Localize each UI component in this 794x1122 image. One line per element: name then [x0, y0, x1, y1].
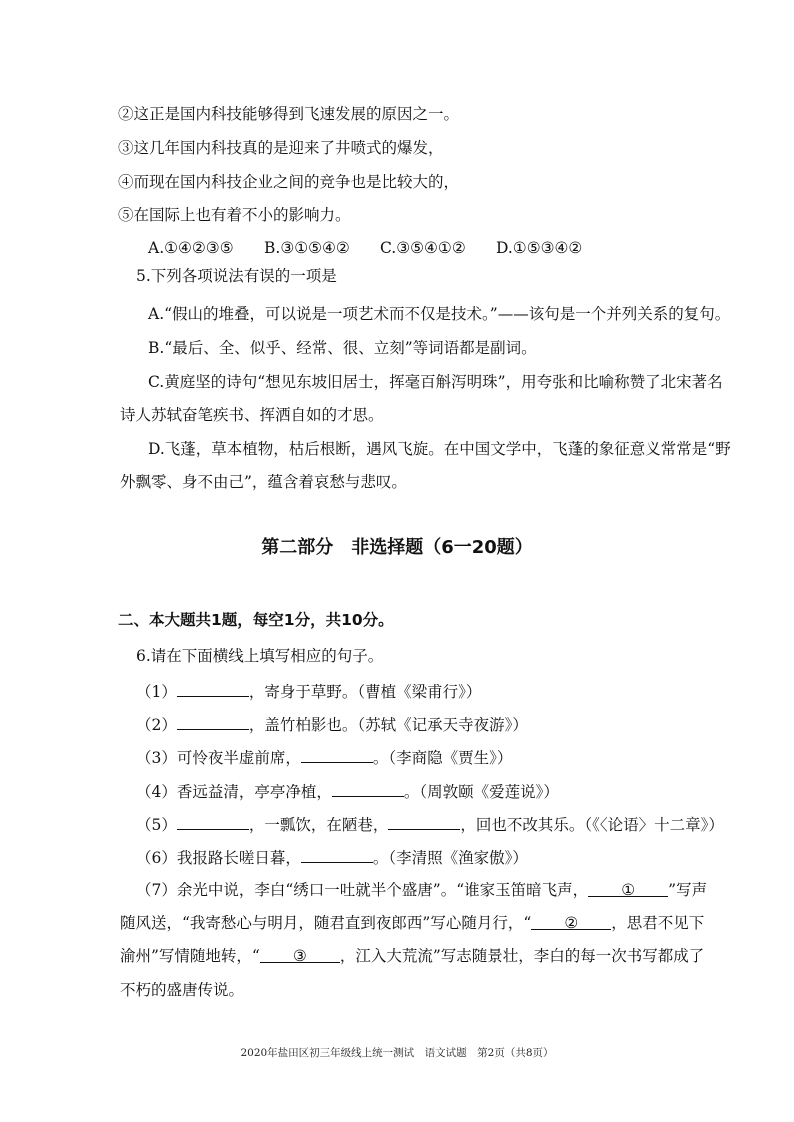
q6-s7-text-a: （7）余光中说，李白“绣口一吐就半个盛唐”。“谁家玉笛暗飞声，: [136, 881, 589, 899]
q6-sentence-7-line1: [136, 880, 707, 900]
q6-s4-text-before: （4）香远益清，亭亭净植，: [136, 783, 332, 801]
q6-s5-text-mid: ，一瓢饮，在陋巷，: [248, 816, 389, 834]
q6-sentence-7-line4: 不朽的盛唐传说。: [120, 981, 245, 999]
fill-blank-5a[interactable]: [177, 813, 249, 830]
q6-s7-text-b: ”写声: [668, 881, 708, 899]
q6-s7-text-d: ，思君不见下: [611, 914, 705, 932]
q5-option-c-line2: 诗人苏轼奋笔疾书、挥洒自如的才思。: [120, 406, 384, 424]
q5-option-a: A.“假山的堆叠，可以说是一项艺术而不仅是技术。”——该句是一个并列关系的复句。: [148, 305, 731, 323]
q4-option-b: B.③①⑤④②: [264, 239, 350, 257]
q4-item-3: ③这几年国内科技真的是迎来了井喷式的爆发，: [118, 139, 444, 157]
q6-s5-text-after: ，回也不改其乐。（《〈论语〉十二章》）: [460, 816, 724, 834]
q6-s7-text-f: ，江入大荒流”写志随景壮，李白的每一次书写都成了: [339, 947, 705, 965]
part2-title: 第二部分 非选择题（6一20题）: [261, 537, 533, 558]
fill-blank-7-1[interactable]: ①: [588, 880, 668, 897]
q6-sentence-2: [136, 713, 528, 735]
q5-option-d-line2: 外飘零、身不由己”，蕴含着哀愁与悲叹。: [120, 473, 407, 491]
q4-option-d: D.①⑤③④②: [496, 239, 583, 257]
fill-blank-2[interactable]: [177, 713, 249, 730]
q6-sentence-4: [136, 780, 559, 802]
q5-option-b: B.“最后、全、似乎、经常、很、立刻”等词语都是副词。: [148, 339, 537, 357]
q6-s2-text: ，盖竹柏影也。（苏轼《记承天寺夜游》）: [248, 716, 528, 734]
fill-blank-7-3[interactable]: ③: [260, 946, 340, 963]
q6-s6-text-before: （6）我报路长嗟日暮，: [136, 849, 301, 867]
q6-sentence-1: [136, 680, 481, 702]
q4-option-a: A.①④②③⑤: [148, 239, 234, 257]
q6-s4-text-after: 。（周敦颐《爱莲说》）: [403, 783, 559, 801]
fill-blank-4[interactable]: [332, 780, 404, 797]
q4-options: [148, 238, 612, 258]
q6-s3-text-after: 。（李商隐《贾生》）: [372, 749, 513, 767]
q4-item-5: ⑤在国际上也有着不小的影响力。: [118, 206, 351, 224]
q6-sentence-6: [136, 846, 528, 868]
fill-blank-3[interactable]: [301, 746, 373, 763]
q4-item-2: ②这正是国内科技能够得到飞速发展的原因之一。: [118, 105, 460, 123]
q6-sentence-7-line3: [120, 946, 704, 966]
fill-blank-1[interactable]: [177, 680, 249, 697]
q4-item-4: ④而现在国内科技企业之间的竞争也是比较大的，: [118, 173, 460, 191]
q6-sentence-3: [136, 746, 512, 768]
q5-option-d-line1: D.飞蓬，草本植物，枯后根断，遇风飞旋。在中国文学中，飞蓬的象征意义常常是“野: [148, 440, 731, 458]
q6-sentence-5: [136, 813, 724, 835]
q6-s7-text-e: 渝州”写情随地转，“: [120, 947, 260, 965]
q6-s7-text-c: 随风送，“我寄愁心与明月，随君直到夜郎西”写心随月行，“: [120, 914, 532, 932]
q6-stem: 6.请在下面横线上填写相应的句子。: [136, 647, 384, 665]
page-footer: 2020年盐田区初三年级线上统一测试 语文试题 第2页（共8页）: [240, 1047, 554, 1059]
q6-s5-number: （5）: [136, 816, 177, 834]
q5-option-c-line1: C.黄庭坚的诗句“想见东坡旧居士，挥毫百斛泻明珠”，用夸张和比喻称赞了北宋著名: [148, 373, 723, 391]
section2-heading: 二、本大题共1题，每空1分，共10分。: [118, 611, 394, 629]
fill-blank-7-2[interactable]: ②: [531, 913, 611, 930]
q6-s3-text-before: （3）可怜夜半虚前席，: [136, 749, 301, 767]
q6-s2-number: （2）: [136, 716, 177, 734]
q6-sentence-7-line2: [120, 913, 704, 933]
fill-blank-6[interactable]: [301, 846, 373, 863]
q4-option-c: C.③⑤④①②: [380, 239, 466, 257]
q6-s6-text-after: 。（李清照《渔家傲》）: [372, 849, 528, 867]
q6-s1-text: ，寄身于草野。（曹植《梁甫行》）: [248, 683, 482, 701]
q5-stem: 5.下列各项说法有误的一项是: [136, 267, 337, 285]
fill-blank-5b[interactable]: [388, 813, 460, 830]
q6-s1-number: （1）: [136, 683, 177, 701]
